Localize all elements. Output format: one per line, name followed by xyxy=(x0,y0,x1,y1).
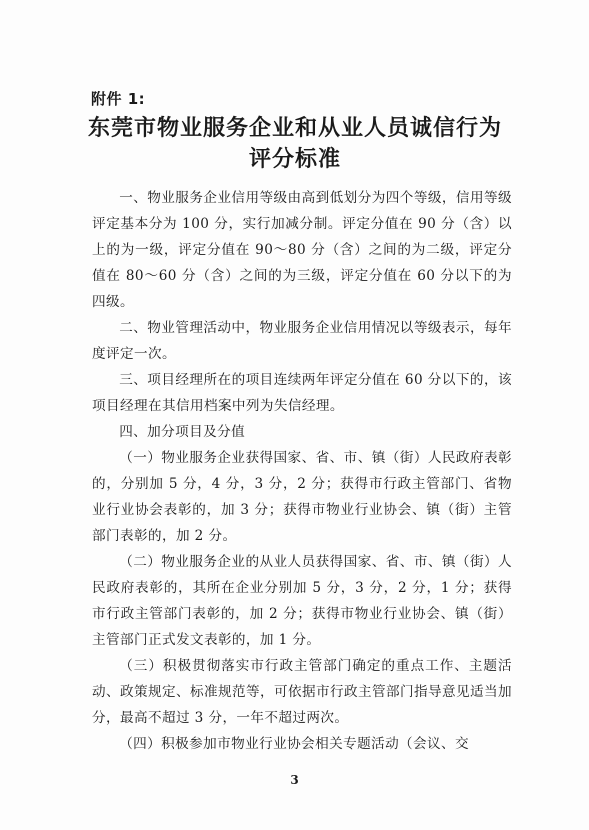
paragraph-annual-rating: 二、物业管理活动中，物业服务企业信用情况以等级表示，每年度评定一次。 xyxy=(92,320,512,362)
paragraph-bonus-item-2: （二）物业服务企业的从业人员获得国家、省、市、镇（街）人民政府表彰的，其所在企业分别加 5 分，3 分，2 分，1 分；获得市行政主管部门表彰的，加 2 分；获得市物业行业协会、镇（街）主管部门正式发文表彰的，加 1 分。 xyxy=(92,554,512,648)
page-number: 3 xyxy=(290,773,299,787)
document-title-line-1: 东莞市物业服务企业和从业人员诚信行为 xyxy=(87,116,502,141)
paragraph-project-manager: 三、项目经理所在的项目连续两年评定分值在 60 分以下的，该项目经理在其信用档案中列为失信经理。 xyxy=(92,372,512,414)
document-title-line-2: 评分标准 xyxy=(248,147,341,172)
paragraph-bonus-item-4: （四）积极参加市物业行业协会相关专题活动（会议、交 xyxy=(119,736,470,752)
paragraph-bonus-heading: 四、加分项目及分值 xyxy=(119,424,246,440)
paragraph-credit-levels: 一、物业服务企业信用等级由高到低划分为四个等级，信用等级评定基本分为 100 分，实行加减分制。评定分值在 90 分（含）以上的为一级，评定分值在 90～80 分（含）之间的为二级，评定分值在 80～60 分（含）之间的为三级，评定分值在 60 分以下的为四级。 xyxy=(92,190,512,310)
paragraph-bonus-item-3: （三）积极贯彻落实市行政主管部门确定的重点工作、主题活动、政策规定、标准规范等，可依据市行政主管部门指导意见适当加分，最高不超过 3 分，一年不超过两次。 xyxy=(92,658,512,726)
document-body xyxy=(92,185,512,757)
paragraph-bonus-item-1: （一）物业服务企业获得国家、省、市、镇（街）人民政府表彰的，分别加 5 分，4 分，3 分，2 分；获得市行政主管部门、省物业行业协会表彰的，加 3 分；获得市物业行业协会、镇（街）主管部门表彰的，加 2 分。 xyxy=(92,450,512,544)
attachment-label: 附件 1: xyxy=(91,90,146,108)
